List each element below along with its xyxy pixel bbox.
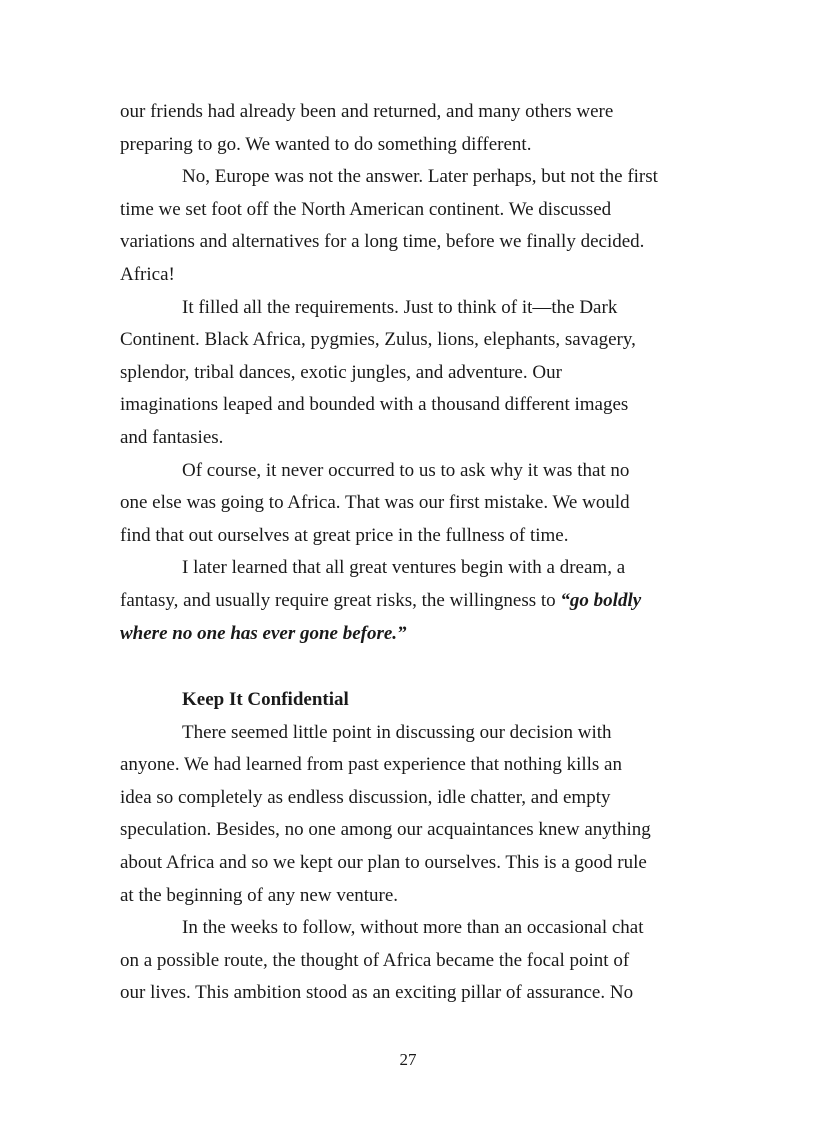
page-number: 27 — [399, 1050, 417, 1069]
text-line: on a possible route, the thought of Africa became the focal point of — [120, 949, 630, 971]
text-line — [120, 585, 696, 618]
paragraph — [120, 455, 696, 553]
paragraph — [120, 96, 696, 161]
text-line: our lives. This ambition stood as an exciting pillar of assurance. No — [120, 982, 634, 1004]
section-heading: Keep It Confidential — [182, 689, 349, 711]
text-line: anyone. We had learned from past experience that nothing kills an — [120, 754, 622, 776]
text-line: Of course, it never occurred to us to ask why it was that no — [182, 459, 630, 481]
emphasized-quote: where no one has ever gone before.” — [120, 622, 407, 644]
emphasized-quote: “go boldly — [560, 589, 642, 611]
page-body — [120, 96, 696, 1010]
text-run: fantasy, and usually require great risks, the willingness to — [120, 589, 561, 611]
text-line: splendor, tribal dances, exotic jungles, and adventure. Our — [120, 361, 562, 383]
paragraph — [120, 292, 696, 455]
text-line: In the weeks to follow, without more than an occasional chat — [182, 917, 644, 939]
text-line: time we set foot off the North American continent. We discussed — [120, 198, 612, 220]
text-line: at the beginning of any new venture. — [120, 884, 399, 906]
paragraph — [120, 717, 696, 913]
text-line: Continent. Black Africa, pygmies, Zulus, lions, elephants, savagery, — [120, 329, 636, 351]
paragraph — [120, 161, 696, 291]
paragraph — [120, 912, 696, 1010]
text-line: I later learned that all great ventures begin with a dream, a — [182, 557, 626, 579]
paragraph — [120, 552, 696, 650]
text-line: speculation. Besides, no one among our acquaintances knew anything — [120, 819, 651, 841]
text-line: No, Europe was not the answer. Later perhaps, but not the first — [182, 166, 658, 188]
text-line: one else was going to Africa. That was our first mistake. We would — [120, 492, 630, 514]
text-line: variations and alternatives for a long time, before we finally decided. — [120, 231, 645, 253]
text-line: and fantasies. — [120, 426, 224, 448]
text-line: about Africa and so we kept our plan to ourselves. This is a good rule — [120, 852, 647, 874]
text-line: idea so completely as endless discussion, idle chatter, and empty — [120, 786, 611, 808]
text-line: Africa! — [120, 263, 175, 285]
text-line: find that out ourselves at great price in the fullness of time. — [120, 524, 569, 546]
text-line: our friends had already been and returned, and many others were — [120, 101, 614, 122]
section-spacer — [120, 650, 696, 684]
text-line: There seemed little point in discussing our decision with — [182, 721, 612, 743]
text-line: imaginations leaped and bounded with a thousand different images — [120, 394, 629, 416]
text-line: It filled all the requirements. Just to think of it—the Dark — [182, 296, 618, 318]
text-line: preparing to go. We wanted to do something different. — [120, 133, 532, 155]
